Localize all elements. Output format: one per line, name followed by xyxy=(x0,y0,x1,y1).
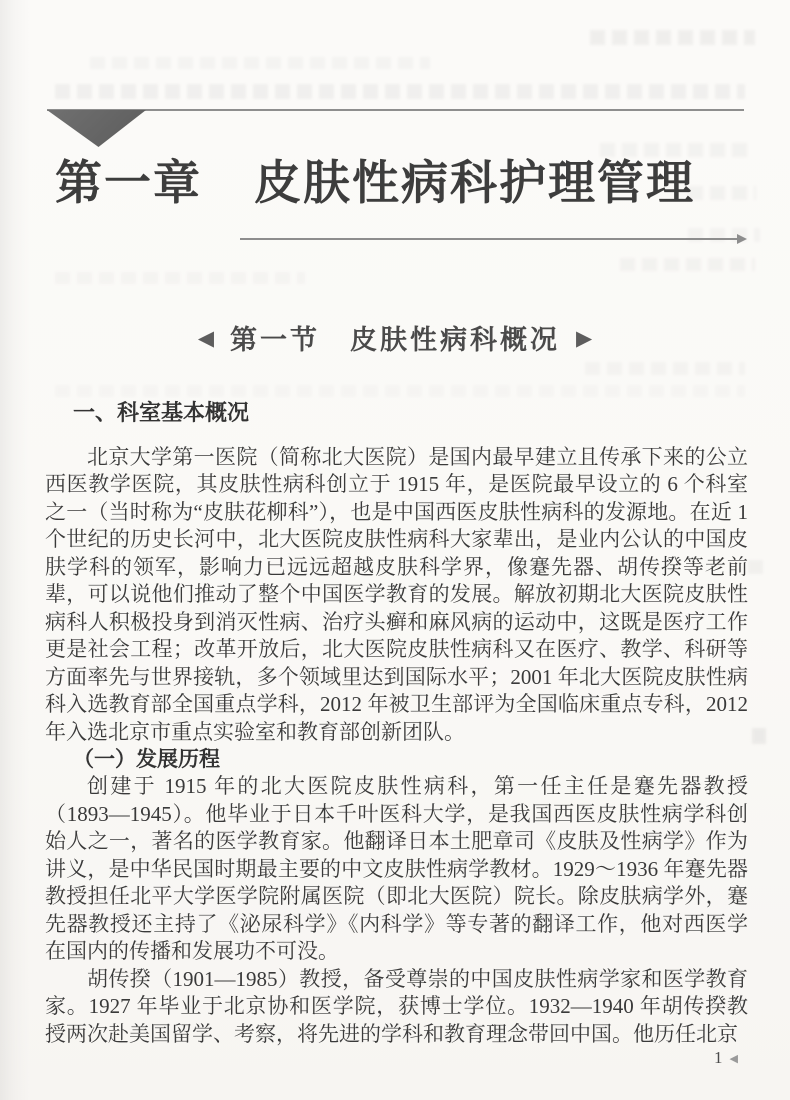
paragraph-founding-history: 创建于 1915 年的北大医院皮肤性病科，第一任主任是蹇先器教授（1893—1945）。他毕业于日本千叶医科大学，是我国西医皮肤性病学科创始人之一，著名的医学教育家。他翻译日本土肥章司《皮肤及性病学》作为讲义，是中华民国时期最主要的中文皮肤性病学教材。1929～1936 年蹇先器教授担任北平大学医学院附属医院（即北大医院）院长。除皮肤病学外，蹇先器教授还主持了《泌尿科学》《内科学》等专著的翻译工作，他对西医学在国内的传播和发展功不可没。 xyxy=(45,774,748,964)
arrow-rule xyxy=(240,238,738,240)
chapter-heading xyxy=(55,146,755,213)
bleed-through-artifact xyxy=(585,362,745,375)
bleed-through-artifact xyxy=(55,272,305,284)
body-text-column xyxy=(45,398,748,1048)
paragraph-department-intro: 北京大学第一医院（简称北大医院）是国内最早建立且传承下来的公立西医教学医院，其皮肤性病科创立于 1915 年，是医院最早设立的 6 个科室之一（当时称为“皮肤花柳科”），也是中国西医皮肤性病科的发源地。在近 1 个世纪的历史长河中，北大医院皮肤性病科大家辈出，是业内公认的中国皮肤学科的领军，影响力已远远超越皮肤科学界，像蹇先器、胡传揆等老前辈，可以说他们推动了整个中国医学教育的发展。解放初期北大医院皮肤性病科人积极投身到消灭性病、治疗头癣和麻风病的运动中，这既是医疗工作更是社会工程；改革开放后，北大医院皮肤性病科又在医疗、教学、科研等方面率先与世界接轨，多个领域里达到国际水平；2001 年北大医院皮肤性病科入选教育部全国重点学科，2012 年被卫生部评为全国临床重点专科，2012 年入选北京市重点实验室和教育部创新团队。 xyxy=(45,445,748,744)
bleed-through-artifact xyxy=(90,57,430,69)
chapter-header-rule xyxy=(47,109,744,111)
arrow-right-icon xyxy=(737,234,747,244)
bleed-through-artifact xyxy=(620,258,755,271)
section-left-triangle-icon: ◀ xyxy=(197,325,214,350)
bleed-through-artifact xyxy=(55,385,745,397)
chapter-title: 皮肤性病科护理管理 xyxy=(254,156,695,209)
bleed-through-artifact xyxy=(748,560,768,574)
page-footer xyxy=(714,1048,738,1068)
subsection-heading-history: （一）发展历程 xyxy=(73,747,220,771)
bleed-through-artifact xyxy=(752,728,766,744)
page-number: 1 xyxy=(714,1048,723,1067)
chapter-triangle-decoration xyxy=(47,110,146,147)
section-title: 第一节 皮肤性病科概况 xyxy=(230,325,560,355)
subsection-heading-overview: 一、科室基本概况 xyxy=(73,400,250,425)
section-heading xyxy=(0,318,790,357)
paragraph-hu-chuankui: 胡传揆（1901—1985）教授，备受尊崇的中国皮肤性病学家和医学教育家。1927 年毕业于北京协和医学院，获博士学位。1932—1940 年胡传揆教授两次赴美国留学、考察，将先进的学科和教育理念带回中国。他历任北京 xyxy=(45,966,748,1046)
section-right-triangle-icon: ▶ xyxy=(576,325,593,350)
bleed-through-artifact xyxy=(590,30,755,45)
page-number-triangle-icon: ◀ xyxy=(729,1051,738,1065)
chapter-number: 第一章 xyxy=(55,156,202,209)
bleed-through-artifact xyxy=(55,84,745,99)
